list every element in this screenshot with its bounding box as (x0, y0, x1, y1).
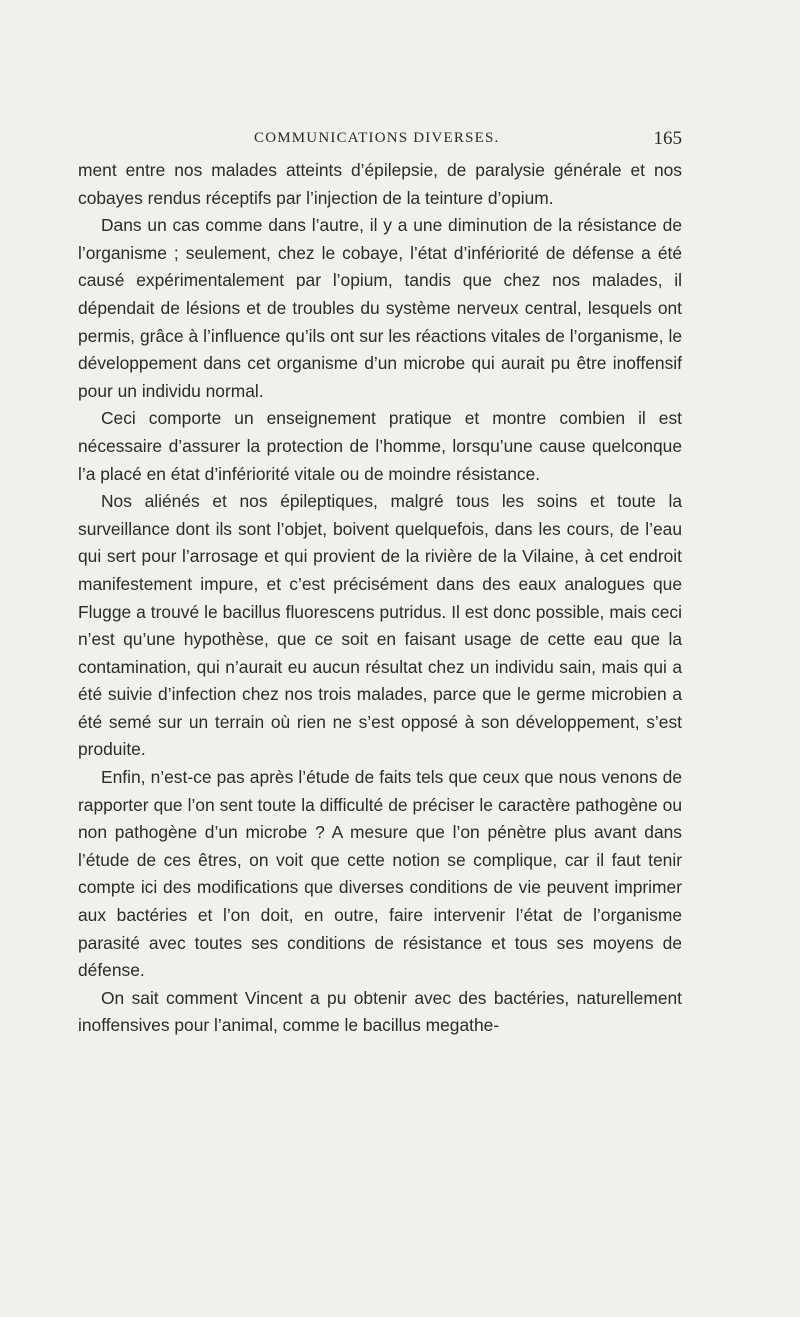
paragraph-resistance: Dans un cas comme dans l’autre, il y a une diminution de la résistance de l’organisme ; seulement, chez le cobaye, l’état d’infériorité de défense a été causé expérimentalement par l’opium, tandis que chez nos malades, il dépendait de lésions et de troubles du système nerveux central, lesquels ont permis, grâce à l’influence qu’ils ont sur les réactions vitales de l’organisme, le développement dans cet organisme d’un microbe qui aurait pu être inoffensif pour un individu normal. (78, 215, 682, 401)
running-header (78, 128, 682, 152)
page-number: 165 (653, 128, 682, 149)
paragraph-continued: ment entre nos malades atteints d’épilepsie, de paralysie générale et nos cobayes rendus réceptifs par l’injection de la teinture d’opium. (78, 160, 682, 208)
paragraph-pathogenic-character: Enfin, n’est-ce pas après l’étude de faits tels que ceux que nous venons de rapporter que l’on sent toute la difficulté de préciser le caractère pathogène ou non pathogène d’un microbe ? A mesure que l’on pénètre plus avant dans l’étude de ces êtres, on voit que cette notion se complique, car il faut tenir compte ici des modifications que diverses conditions de vie peuvent imprimer aux bactéries et l’on doit, en outre, faire intervenir l’état de l’organisme parasité avec toutes ses conditions de résistance et tous ses moyens de défense. (78, 767, 682, 981)
paragraph-practical-lesson: Ceci comporte un enseignement pratique et montre combien il est nécessaire d’assurer la protection de l’homme, lorsqu’une cause quelconque l’a placé en état d’infériorité vitale ou de moindre résistance. (78, 408, 682, 484)
body-text (78, 157, 682, 1040)
paragraph-contamination: Nos aliénés et nos épileptiques, malgré tous les soins et toute la surveillance dont ils sont l’objet, boivent quelquefois, dans les cours, de l’eau qui sert pour l’arrosage et qui provient de la rivière de la Vilaine, à cet endroit manifestement impure, et c’est précisément dans des eaux analogues que Flugge a trouvé le bacillus fluorescens putridus. Il est donc possible, mais ceci n’est qu’une hypothèse, que ce soit en faisant usage de cette eau que la contamination, qui n’aurait eu aucun résultat chez un individu sain, mais qui a été suivie d’infection chez nos trois malades, parce que le germe microbien a été semé sur un terrain où rien ne s’est opposé à son développement, s’est produite. (78, 491, 682, 760)
paragraph-vincent: On sait comment Vincent a pu obtenir avec des bactéries, naturellement inoffensives pour l’animal, comme le bacillus megathe- (78, 987, 682, 1036)
running-title: COMMUNICATIONS DIVERSES. (254, 130, 500, 146)
